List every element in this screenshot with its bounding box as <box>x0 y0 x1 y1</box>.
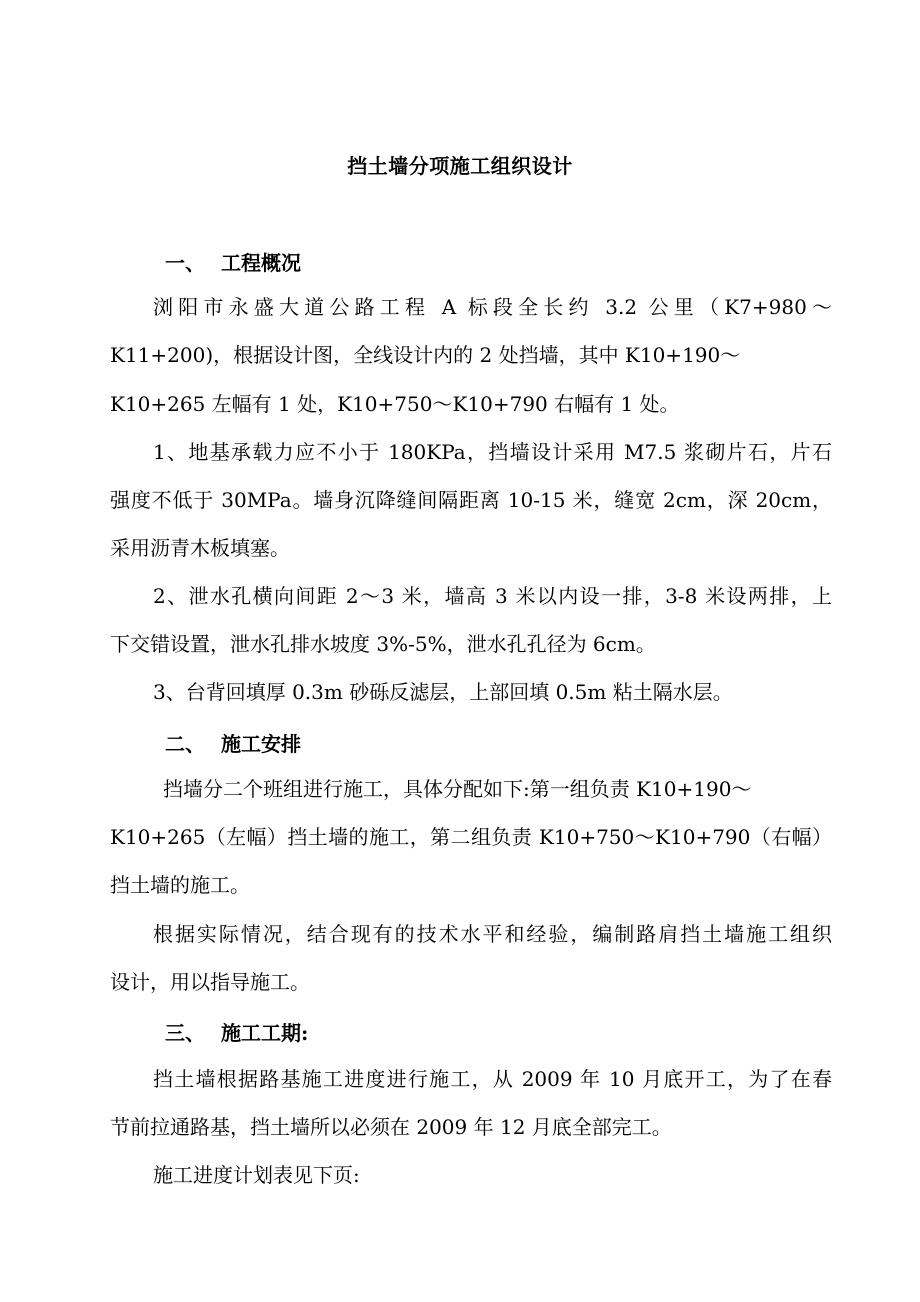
paragraph-line: 施工进度计划表见下页: <box>153 1163 360 1187</box>
section-number: 三、 <box>165 1021 205 1045</box>
paragraph-line: 挡墙分二个班组进行施工，具体分配如下:第一组负责 K10+190～ <box>163 777 752 801</box>
paragraph-line: 挡土墙的施工。 <box>110 873 250 897</box>
paragraph-line: 设计，用以指导施工。 <box>110 970 310 994</box>
section-heading-3 <box>165 1017 308 1046</box>
paragraph-line: 3、台背回填厚 0.3m 砂砾反滤层，上部回填 0.5m 粘土隔水层。 <box>153 680 733 704</box>
document-title: 挡土墙分项施工组织设计 <box>347 154 573 178</box>
paragraph-line: 强度不低于 30MPa。墙身沉降缝间隔距离 10-15 米，缝宽 2cm，深 20cm， <box>110 488 832 512</box>
paragraph-line: 根据实际情况，结合现有的技术水平和经验，编制路肩挡土墙施工组织 <box>153 922 832 946</box>
paragraph-line: K11+200)，根据设计图，全线设计内的 2 处挡墙，其中 K10+190～ <box>110 343 741 367</box>
paragraph-line: K10+265 左幅有 1 处，K10+750～K10+790 右幅有 1 处。 <box>110 392 680 416</box>
paragraph-line: 采用沥青木板填塞。 <box>110 536 290 560</box>
paragraph-line: 浏阳市永盛大道公路工程 A 标段全长约 3.2 公里（K7+980～ <box>153 295 832 319</box>
section-number: 一、 <box>165 251 205 275</box>
paragraph-line: 节前拉通路基，挡土墙所以必须在 2009 年 12 月底全部完工。 <box>110 1115 672 1139</box>
paragraph-line: 2、泄水孔横向间距 2～3 米，墙高 3 米以内设一排，3-8 米设两排，上 <box>153 584 832 608</box>
paragraph-line: K10+265（左幅）挡土墙的施工，第二组负责 K10+750～K10+790（右幅） <box>110 825 832 849</box>
section-heading-1 <box>165 247 301 276</box>
section-title: 施工工期: <box>221 1021 309 1045</box>
section-number: 二、 <box>165 732 205 756</box>
section-heading-2 <box>165 728 301 757</box>
paragraph-line: 挡土墙根据路基施工进度进行施工，从 2009 年 10 月底开工，为了在春 <box>153 1067 832 1091</box>
section-title: 工程概况 <box>221 251 301 275</box>
paragraph-line: 下交错设置，泄水孔排水坡度 3%-5%，泄水孔孔径为 6cm。 <box>110 632 656 656</box>
section-title: 施工安排 <box>221 732 301 756</box>
paragraph-line: 1、地基承载力应不小于 180KPa，挡墙设计采用 M7.5 浆砌片石，片石 <box>153 440 832 464</box>
